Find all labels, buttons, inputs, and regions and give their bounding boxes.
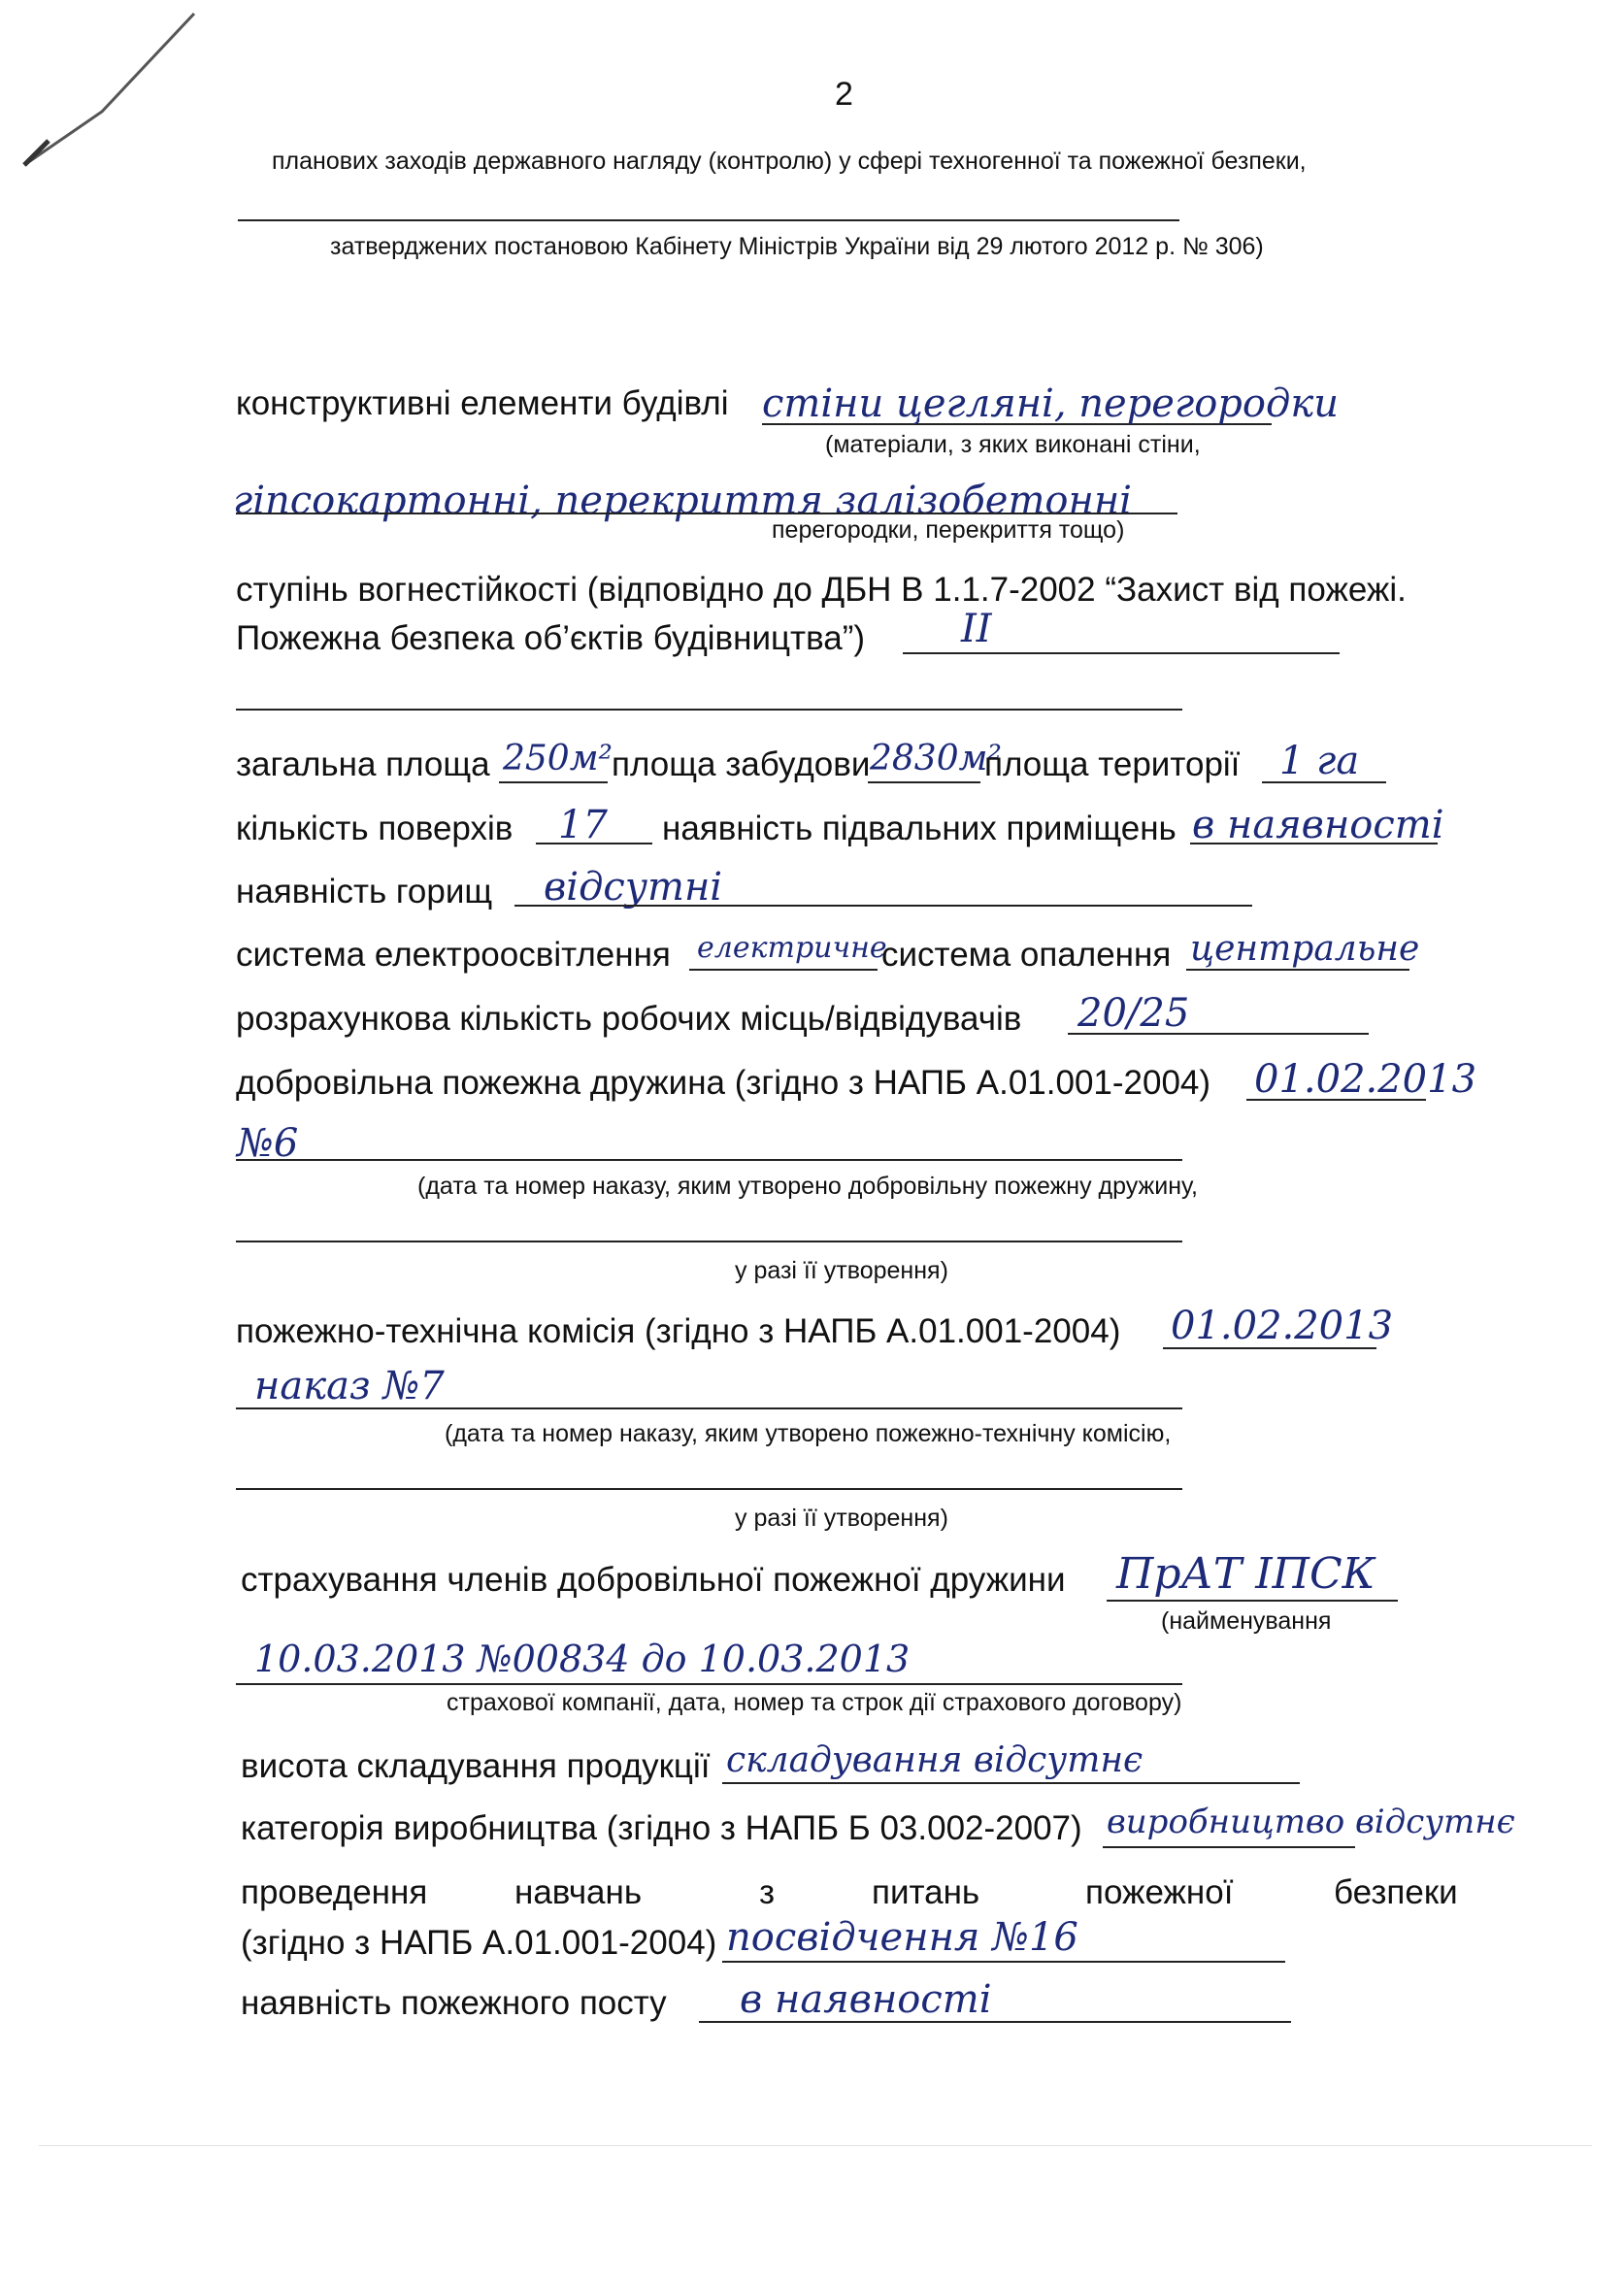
hw-build-area: 2830м²: [870, 739, 1002, 778]
hw-fire-post: в наявності: [740, 1977, 992, 2022]
label-total-area: загальна площа: [236, 745, 490, 783]
label-brigade: добровільна пожежна дружина (згідно з НАПБ А.01.001-2004): [236, 1064, 1211, 1102]
hw-territory: 1 га: [1279, 739, 1360, 783]
fire-res-line: [903, 652, 1340, 654]
label-fire-res-1: ступінь вогнестійкості (відповідно до ДБН В 1.1.7-2002 “Захист від пожежі.: [236, 571, 1407, 609]
label-category: категорія виробництва (згідно з НАПБ Б 03.002-2007): [241, 1809, 1082, 1847]
label-floors: кількість поверхів: [236, 810, 514, 847]
label-fire-post: наявність пожежного посту: [241, 1984, 667, 2022]
brigade-note-1: (дата та номер наказу, яким утворено добровільну пожежну дружину,: [417, 1173, 1198, 1200]
page-number: 2: [835, 76, 853, 113]
commission-line-3: [236, 1488, 1182, 1490]
fire-post-line: [699, 2021, 1291, 2023]
hw-commission-no: наказ №7: [254, 1364, 445, 1408]
label-attics: наявність горищ: [236, 873, 493, 910]
heating-line: [1186, 969, 1409, 971]
build-area-line: [868, 781, 980, 783]
label-build-area: площа забудови: [612, 745, 871, 783]
training-line: [722, 1961, 1285, 1963]
storage-height-line: [722, 1782, 1300, 1784]
label-lighting: система електроосвітлення: [236, 936, 671, 974]
hw-commission-date: 01.02.2013: [1171, 1304, 1394, 1348]
hw-attics: відсутні: [544, 865, 723, 910]
label-territory: площа території: [984, 745, 1241, 783]
hw-lighting: електричне: [697, 931, 887, 965]
corner-pen-mark: [10, 10, 204, 175]
insurance-note-2: страхової компанії, дата, номер та строк дії страхового договору): [447, 1689, 1182, 1716]
total-area-line: [499, 781, 608, 783]
brigade-line: [1246, 1099, 1426, 1101]
training-word-6: безпеки: [1334, 1873, 1458, 1911]
training-word-5: пожежної: [1085, 1873, 1234, 1911]
commission-line-2: [236, 1407, 1182, 1409]
label-fire-res-2: Пожежна безпека об’єктів будівництва”): [236, 619, 866, 657]
hw-insurance-details: 10.03.2013 №00834 до 10.03.2013: [254, 1638, 911, 1680]
hw-insurance-company: ПрАТ ІПСК: [1116, 1549, 1375, 1599]
attics-line: [514, 905, 1252, 907]
hw-training: посвідчення №16: [726, 1915, 1078, 1960]
brigade-line-2: [236, 1159, 1182, 1161]
hw-category: виробництво відсутнє: [1107, 1803, 1515, 1841]
brigade-note-2: у разі її утворення): [735, 1257, 948, 1284]
header-rule: [238, 219, 1179, 221]
insurance-line-2: [236, 1683, 1182, 1685]
label-heating: система опалення: [881, 936, 1172, 974]
basement-line: [1190, 843, 1438, 844]
scan-artifact-line: [39, 2145, 1592, 2146]
commission-note-2: у разі її утворення): [735, 1505, 948, 1532]
hw-brigade-no: №6: [237, 1121, 299, 1166]
commission-note-1: (дата та номер наказу, яким утворено пожежно-технічну комісію,: [445, 1420, 1172, 1447]
hw-construct-b: гіпсокартонні, перекриття залізобетонні: [233, 479, 1132, 523]
label-basement: наявність підвальних приміщень: [662, 810, 1177, 847]
hw-fire-res: ІІ: [961, 607, 992, 651]
hw-heating: центральне: [1190, 929, 1420, 969]
training-word-3: з: [759, 1873, 776, 1911]
hw-floors: 17: [558, 803, 608, 847]
hw-construct-a: стіни цегляні, перегородки: [762, 381, 1339, 426]
category-line: [1103, 1846, 1355, 1848]
hw-storage-height: складування відсутнє: [726, 1740, 1143, 1780]
label-training-2: (згідно з НАПБ А.01.001-2004): [241, 1924, 717, 1962]
hw-workplaces: 20/25: [1077, 991, 1190, 1036]
lighting-line: [689, 969, 878, 971]
header-line-1: планових заходів державного нагляду (контролю) у сфері техногенної та пожежної безпеки,: [272, 148, 1307, 175]
construct-line-2: [236, 513, 1177, 514]
commission-line: [1163, 1347, 1376, 1349]
brigade-line-3: [236, 1241, 1182, 1242]
workplaces-line: [1068, 1033, 1369, 1035]
label-workplaces: розрахункова кількість робочих місць/відвідувачів: [236, 1000, 1022, 1038]
training-word-1: проведення: [241, 1873, 428, 1911]
floors-line: [536, 843, 652, 844]
construct-note-1: (матеріали, з яких виконані стіни,: [825, 431, 1201, 458]
hw-brigade-date: 01.02.2013: [1254, 1057, 1477, 1102]
label-construct: конструктивні елементи будівлі: [236, 384, 729, 422]
training-word-4: питань: [872, 1873, 980, 1911]
insurance-note-1: (найменування: [1161, 1607, 1332, 1635]
training-word-2: навчань: [514, 1873, 643, 1911]
fire-res-line-2: [236, 709, 1182, 711]
insurance-line: [1107, 1600, 1398, 1602]
hw-basement: в наявності: [1192, 803, 1444, 847]
territory-line: [1262, 781, 1386, 783]
header-line-2: затверджених постановою Кабінету Міністрів України від 29 лютого 2012 р. № 306): [330, 233, 1264, 260]
label-commission: пожежно-технічна комісія (згідно з НАПБ А.01.001-2004): [236, 1312, 1121, 1350]
label-insurance: страхування членів добровільної пожежної дружини: [241, 1561, 1066, 1599]
hw-total-area: 250м²: [503, 739, 613, 778]
construct-note-2: перегородки, перекриття тощо): [772, 516, 1125, 544]
label-storage-height: висота складування продукції: [241, 1747, 711, 1785]
